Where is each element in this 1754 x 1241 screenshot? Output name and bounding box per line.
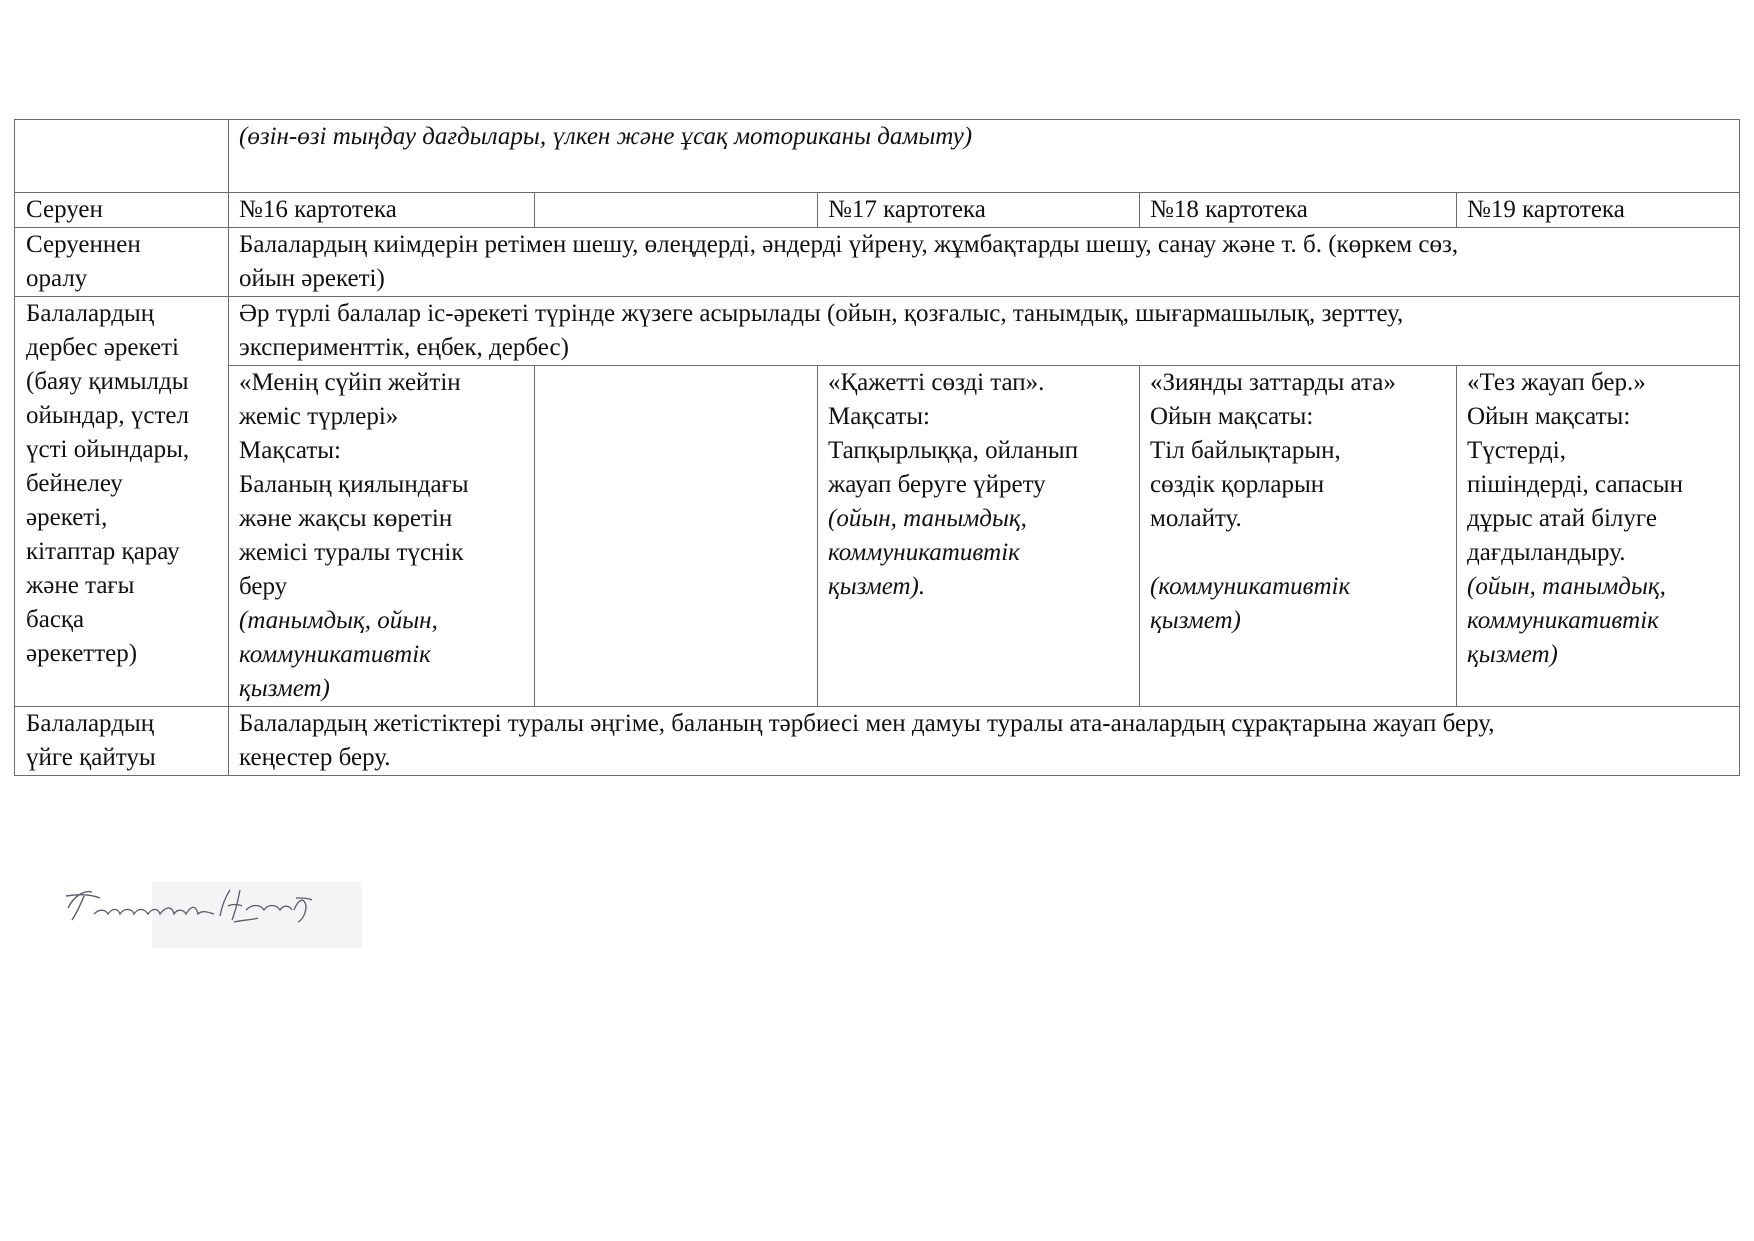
- independent-text-line-2: эксперименттік, еңбек, дербес): [239, 334, 569, 361]
- table-row-motor-skills: [15, 120, 1740, 193]
- game-cell-empty: [535, 366, 818, 707]
- game-activity-type: коммуникативтік: [828, 539, 1020, 566]
- signature-scan-background: [152, 882, 362, 948]
- daily-plan-table: [14, 119, 1740, 776]
- walk-card-cell-5: [1457, 193, 1740, 228]
- game-line: Тіл байлықтарын,: [1150, 437, 1341, 464]
- game-line-blank: [1150, 536, 1446, 570]
- game-activity-type: (ойын, танымдық,: [1467, 573, 1666, 600]
- independent-label-line: басқа: [26, 606, 85, 633]
- independent-label-line: дербес әрекеті: [26, 334, 179, 361]
- game-line: Тапқырлыққа, ойланып: [828, 437, 1079, 464]
- game-line: Ойын мақсаты:: [1150, 403, 1314, 430]
- game-activity-type: қызмет): [1467, 641, 1558, 668]
- walk-card-17: №17 картотека: [828, 196, 986, 223]
- walk-card-16: №16 картотека: [239, 196, 397, 223]
- game-line: Мақсаты:: [828, 403, 930, 430]
- game-line: сөздік қорларын: [1150, 471, 1325, 498]
- return-text-line-2: ойын әрекеті): [239, 265, 385, 292]
- game-line: Баланың қиялындағы: [239, 471, 469, 498]
- game-cell: [229, 366, 535, 707]
- independent-label-line: және тағы: [26, 572, 135, 599]
- home-text-line-1: Балалардың жетістіктері туралы әңгіме, баланың тәрбиесі мен дамуы туралы ата-аналардың сұрақтарына жауап беру,: [239, 710, 1495, 737]
- empty-label-cell: [15, 120, 229, 193]
- independent-label-line: кітаптар қарау: [26, 538, 180, 565]
- game-line: жауап беруге үйрету: [828, 471, 1046, 498]
- walk-card-19: №19 картотека: [1467, 196, 1625, 223]
- game-activity-type: қызмет): [239, 675, 330, 702]
- game-line: дұрыс атай білуге: [1467, 505, 1657, 532]
- independent-label-line: (баяу қимылды: [26, 368, 189, 395]
- game-activity-type: коммуникативтік: [239, 641, 431, 668]
- game-line: Ойын мақсаты:: [1467, 403, 1631, 430]
- game-line: дағдыландыру.: [1467, 539, 1626, 566]
- motor-skills-note-cell: [229, 120, 1740, 193]
- game-activity-type: қызмет).: [828, 573, 926, 600]
- walk-card-cell-1: [229, 193, 535, 228]
- independent-label-line: әрекеттер): [26, 640, 138, 667]
- game-cell: [818, 366, 1140, 707]
- independent-label-cell: [15, 297, 229, 707]
- home-text-cell: [229, 707, 1740, 776]
- home-label-cell: [15, 707, 229, 776]
- game-activity-type: (танымдық, ойын,: [239, 607, 438, 634]
- table-row-independent: [15, 297, 1740, 366]
- independent-text-line-1: Әр түрлі балалар іс-әрекеті түрінде жүзеге асырылады (ойын, қозғалыс, танымдық, шығармашылық, зерттеу,: [239, 300, 1404, 327]
- return-text-cell: [229, 228, 1740, 297]
- independent-label-line: әрекеті,: [26, 504, 108, 531]
- walk-card-cell-2: [535, 193, 818, 228]
- game-line: молайту.: [1150, 505, 1242, 532]
- game-line: жеміс түрлері»: [239, 403, 399, 430]
- game-activity-type: коммуникативтік: [1467, 607, 1659, 634]
- table-row-return: [15, 228, 1740, 297]
- walk-card-18: №18 картотека: [1150, 196, 1308, 223]
- table-row-games: [15, 366, 1740, 707]
- game-line: және жақсы көретін: [239, 505, 453, 532]
- signature-stroke: [66, 892, 100, 920]
- independent-text-cell: [229, 297, 1740, 366]
- walk-label: Серуен: [26, 196, 103, 223]
- independent-label-line: Балалардың: [26, 300, 155, 327]
- game-cell: [1140, 366, 1457, 707]
- table-row-home: [15, 707, 1740, 776]
- game-line: «Менің сүйіп жейтін: [239, 369, 461, 396]
- game-line: «Тез жауап бер.»: [1467, 369, 1646, 396]
- home-label-line-1: Балалардың: [26, 710, 155, 737]
- game-line: «Зиянды заттарды ата»: [1150, 369, 1396, 396]
- game-activity-type: қызмет): [1150, 607, 1241, 634]
- game-line: пішіндерді, сапасын: [1467, 471, 1683, 498]
- game-activity-type: (коммуникативтік: [1150, 573, 1351, 600]
- independent-label-line: бейнелеу: [26, 470, 123, 497]
- game-line: Мақсаты:: [239, 437, 341, 464]
- game-cell: [1457, 366, 1740, 707]
- game-line: беру: [239, 573, 288, 600]
- table-row-walk: [15, 193, 1740, 228]
- motor-skills-note: (өзін-өзі тыңдау дағдылары, үлкен және ұсақ моториканы дамыту): [239, 123, 973, 150]
- walk-card-cell-3: [818, 193, 1140, 228]
- walk-card-cell-4: [1140, 193, 1457, 228]
- return-label-cell: [15, 228, 229, 297]
- game-line: жемісі туралы түснік: [239, 539, 464, 566]
- return-label-line-2: оралу: [26, 265, 88, 292]
- independent-label-line: ойындар, үстел: [26, 402, 189, 429]
- independent-label-line: үсті ойындары,: [26, 436, 190, 463]
- game-line: Түстерді,: [1467, 437, 1566, 464]
- game-activity-type: (ойын, танымдық,: [828, 505, 1027, 532]
- home-text-line-2: кеңестер беру.: [239, 744, 391, 771]
- return-text-line-1: Балалардың киімдерін ретімен шешу, өлеңдерді, әндерді үйрену, жұмбақтарды шешу, санау және т. б. (көркем сөз,: [239, 231, 1459, 258]
- game-line: «Қажетті сөзді тап».: [828, 369, 1045, 396]
- return-label-line-1: Серуеннен: [26, 231, 141, 258]
- home-label-line-2: үйге қайтуы: [26, 744, 156, 771]
- handwritten-signature: [62, 870, 362, 950]
- walk-label-cell: [15, 193, 229, 228]
